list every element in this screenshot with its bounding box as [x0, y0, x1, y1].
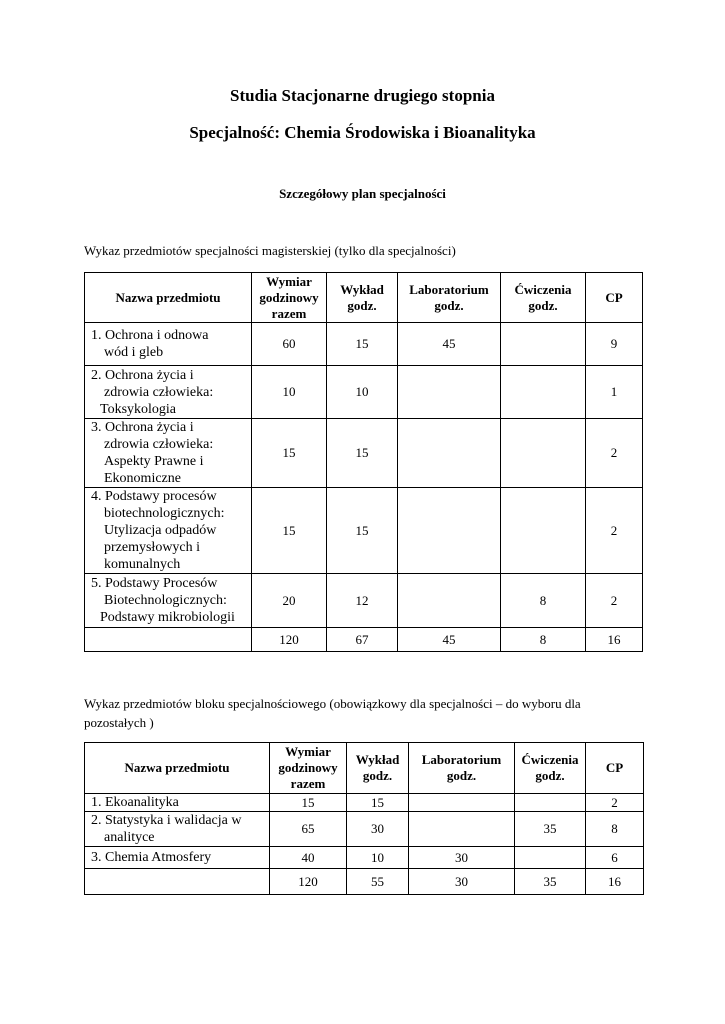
hours-cell: 40 — [270, 847, 347, 869]
cp-cell: 2 — [586, 574, 643, 628]
lab-total: 45 — [398, 628, 501, 652]
header-lecture: Wykład godz. — [347, 743, 409, 794]
lecture-cell: 15 — [327, 488, 398, 574]
table-row — [85, 323, 643, 366]
header-name: Nazwa przedmiotu — [85, 273, 252, 323]
exercises-cell — [501, 419, 586, 488]
table-header-row — [85, 273, 643, 323]
lab-cell: 30 — [409, 847, 515, 869]
cp-cell: 8 — [586, 812, 644, 847]
hours-total: 120 — [270, 869, 347, 895]
lecture-cell: 15 — [347, 794, 409, 812]
lecture-cell: 15 — [327, 419, 398, 488]
table-row — [85, 794, 644, 812]
table-row — [85, 419, 643, 488]
table-header-row — [85, 743, 644, 794]
hours-cell: 60 — [252, 323, 327, 366]
course-name: 5. Podstawy Procesów Biotechnologicznych: Podstawy mikrobiologii — [85, 574, 252, 628]
exercises-cell — [515, 794, 586, 812]
course-name: 4. Podstawy procesów biotechnologicznych: Utylizacja odpadów przemysłowych i komunalnych — [85, 488, 252, 574]
lab-total: 30 — [409, 869, 515, 895]
header-lab: Laboratorium godz. — [409, 743, 515, 794]
table-row — [85, 812, 644, 847]
cp-cell: 1 — [586, 366, 643, 419]
lecture-cell: 12 — [327, 574, 398, 628]
lecture-cell: 10 — [347, 847, 409, 869]
table-row — [85, 488, 643, 574]
totals-row — [85, 628, 643, 652]
cp-total: 16 — [586, 869, 644, 895]
specialty-block-table — [84, 742, 644, 895]
lecture-cell: 30 — [347, 812, 409, 847]
lecture-cell: 15 — [327, 323, 398, 366]
totals-name — [85, 628, 252, 652]
hours-cell: 15 — [270, 794, 347, 812]
header-cp: CP — [586, 743, 644, 794]
exercises-cell — [501, 366, 586, 419]
course-name: 3. Ochrona życia i zdrowia człowieka: Aspekty Prawne i Ekonomiczne — [85, 419, 252, 488]
lab-cell — [398, 419, 501, 488]
document-title: Studia Stacjonarne drugiego stopnia — [230, 86, 495, 105]
header-cp: CP — [586, 273, 643, 323]
exercises-cell: 8 — [501, 574, 586, 628]
exercises-cell: 35 — [515, 812, 586, 847]
exercises-cell — [515, 847, 586, 869]
cp-cell: 9 — [586, 323, 643, 366]
totals-name — [85, 869, 270, 895]
hours-cell: 15 — [252, 419, 327, 488]
cp-total: 16 — [586, 628, 643, 652]
header-lecture: Wykład godz. — [327, 273, 398, 323]
cp-cell: 2 — [586, 419, 643, 488]
table1-intro: Wykaz przedmiotów specjalności magisterskiej (tylko dla specjalności) — [84, 243, 456, 258]
cp-cell: 2 — [586, 794, 644, 812]
plan-heading: Szczegółowy plan specjalności — [279, 186, 446, 201]
hours-cell: 10 — [252, 366, 327, 419]
lab-cell — [409, 812, 515, 847]
lab-cell — [398, 488, 501, 574]
lab-cell — [409, 794, 515, 812]
lab-cell — [398, 574, 501, 628]
hours-cell: 65 — [270, 812, 347, 847]
hours-cell: 20 — [252, 574, 327, 628]
exercises-total: 35 — [515, 869, 586, 895]
hours-cell: 15 — [252, 488, 327, 574]
lab-cell — [398, 366, 501, 419]
lecture-total: 55 — [347, 869, 409, 895]
course-name: 1. Ochrona i odnowa wód i gleb — [85, 323, 252, 366]
exercises-total: 8 — [501, 628, 586, 652]
header-hours: Wymiar godzinowy razem — [270, 743, 347, 794]
header-exercises: Ćwiczenia godz. — [501, 273, 586, 323]
table-row — [85, 574, 643, 628]
table-row — [85, 847, 644, 869]
cp-cell: 6 — [586, 847, 644, 869]
cp-cell: 2 — [586, 488, 643, 574]
header-exercises: Ćwiczenia godz. — [515, 743, 586, 794]
exercises-cell — [501, 323, 586, 366]
table2-intro: Wykaz przedmiotów bloku specjalnościowego (obowiązkowy dla specjalności – do wyboru dla pozostałych ) — [84, 696, 581, 730]
course-name: 2. Statystyka i walidacja w analityce — [85, 812, 270, 847]
specialty-courses-table — [84, 272, 643, 652]
lecture-total: 67 — [327, 628, 398, 652]
table-row — [85, 366, 643, 419]
header-lab: Laboratorium godz. — [398, 273, 501, 323]
course-name: 1. Ekoanalityka — [85, 794, 270, 812]
specialty-heading: Specjalność: Chemia Środowiska i Bioanalityka — [189, 123, 536, 142]
lecture-cell: 10 — [327, 366, 398, 419]
exercises-cell — [501, 488, 586, 574]
course-name: 2. Ochrona życia i zdrowia człowieka: Toksykologia — [85, 366, 252, 419]
hours-total: 120 — [252, 628, 327, 652]
lab-cell: 45 — [398, 323, 501, 366]
header-name: Nazwa przedmiotu — [85, 743, 270, 794]
header-hours: Wymiar godzinowy razem — [252, 273, 327, 323]
totals-row — [85, 869, 644, 895]
course-name: 3. Chemia Atmosfery — [85, 847, 270, 869]
